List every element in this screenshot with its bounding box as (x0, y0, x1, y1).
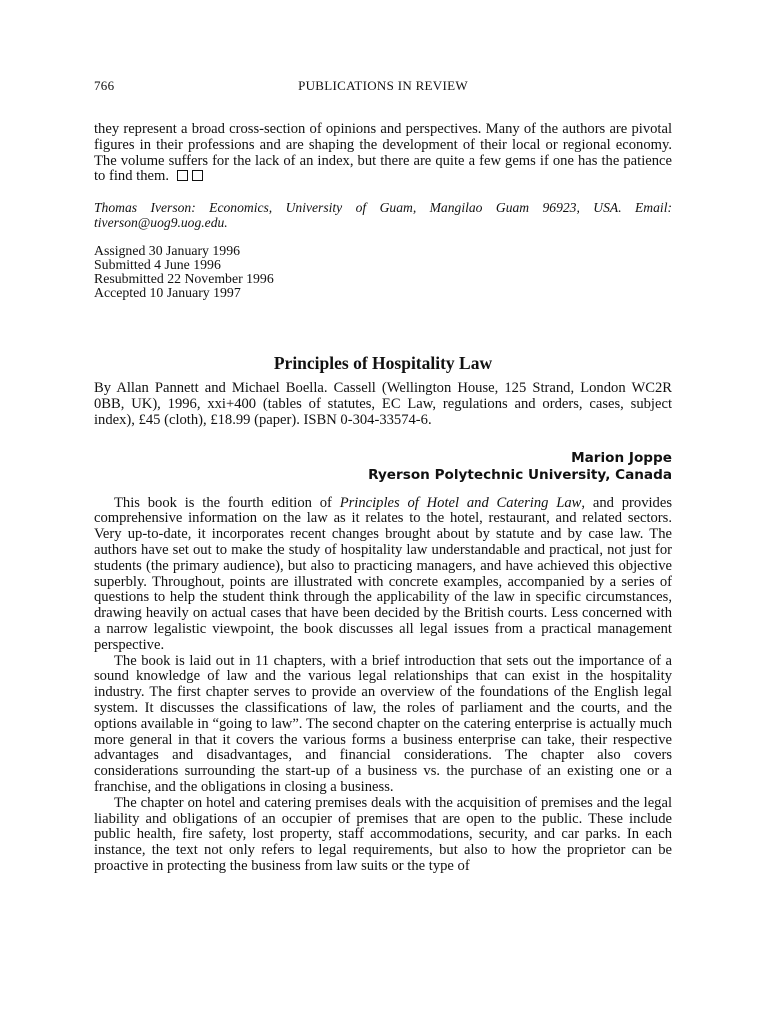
reviewer-block (94, 450, 672, 484)
previous-review-closing-paragraph (94, 122, 672, 185)
date-accepted: Accepted 10 January 1997 (94, 285, 241, 301)
date-submitted: Submitted 4 June 1996 (94, 257, 221, 273)
bibliographic-details: By Allan Pannett and Michael Boella. Cassell (Wellington House, 125 Strand, London WC2R 0BB, UK), 1996, xxi+400 (tables of statutes, EC Law, regulations and orders, cases, subject index), £45 (cloth), £18.99 (paper). ISBN 0-304-33574-6. (94, 380, 672, 428)
review-title: Principles of Hospitality Law (273, 353, 493, 374)
reviewer-institution: Ryerson Polytechnic University, Canada (368, 466, 672, 483)
end-mark-box (177, 170, 188, 181)
review-dates (94, 244, 672, 300)
paragraph-text: , and provides comprehensive information on the law as it relates to the hotel, restaurant, and related sectors. Very up-to-date, it incorporates recent changes brought about by statute and by case law. The authors have set out to make the study of hospitality law understandable and practical, not just for students (the primary audience), but also to practicing managers, and have achieved this objective superbly. Throughout, points are illustrated with concrete examples, accompanied by a series of questions to help the student think through the applicability of the law in specific circumstances, drawing heavily on actual cases that have been decided by the British courts. Less concerned with a narrow legalistic viewpoint, the book discusses all legal issues from a practical management perspective. (94, 494, 672, 653)
page-number: 766 (94, 78, 115, 93)
closing-paragraph-text: they represent a broad cross-section of opinions and perspectives. Many of the authors are pivotal figures in their professions and are shaping the development of their local or regional economy. The volume suffers for the lack of an index, but there are quite a few gems if one has the patience to find them. (94, 121, 672, 185)
journal-page (94, 70, 672, 875)
date-assigned: Assigned 30 January 1996 (94, 243, 240, 259)
previous-reviewer-affiliation: Thomas Iverson: Economics, University of Guam, Mangilao Guam 96923, USA. Email: tiverson@uog9.uog.edu. (94, 200, 672, 231)
date-resubmitted: Resubmitted 22 November 1996 (94, 271, 274, 287)
previous-edition-title: Principles of Hotel and Catering Law (339, 494, 582, 511)
reviewer-name: Marion Joppe (571, 449, 672, 466)
review-paragraph: The book is laid out in 11 chapters, with a brief introduction that sets out the importance of a sound knowledge of law and the various legal relationships that can exist in the hospitality industry. The first chapter serves to provide an overview of the foundations of the English legal system. It discusses the classifications of law, the roles of parliament and the courts, and the options available in “going to law”. The second chapter on the catering enterprise is actually much more general in that it covers the various forms a business enterprise can take, their respective advantages and disadvantages, and financial considerations. The chapter also covers considerations surrounding the start-up of a business vs. the purchase of an existing one or a franchise, and the obligations in closing a business. (94, 652, 672, 795)
review-paragraph (94, 496, 672, 654)
review-paragraph: The chapter on hotel and catering premises deals with the acquisition of premises and the legal liability and obligations of an occupier of premises that are open to the public. These include public health, fire safety, lost property, staff accommodations, security, and car parks. In each instance, the text not only refers to legal requirements, but also to how the proprietor can be proactive in protecting the business from law suits or the type of (94, 794, 672, 874)
running-title: PUBLICATIONS IN REVIEW (298, 78, 468, 93)
paragraph-text: This book is the fourth edition of (114, 494, 340, 511)
review-body (94, 496, 672, 875)
end-mark-box (192, 170, 203, 181)
running-head (94, 70, 672, 92)
